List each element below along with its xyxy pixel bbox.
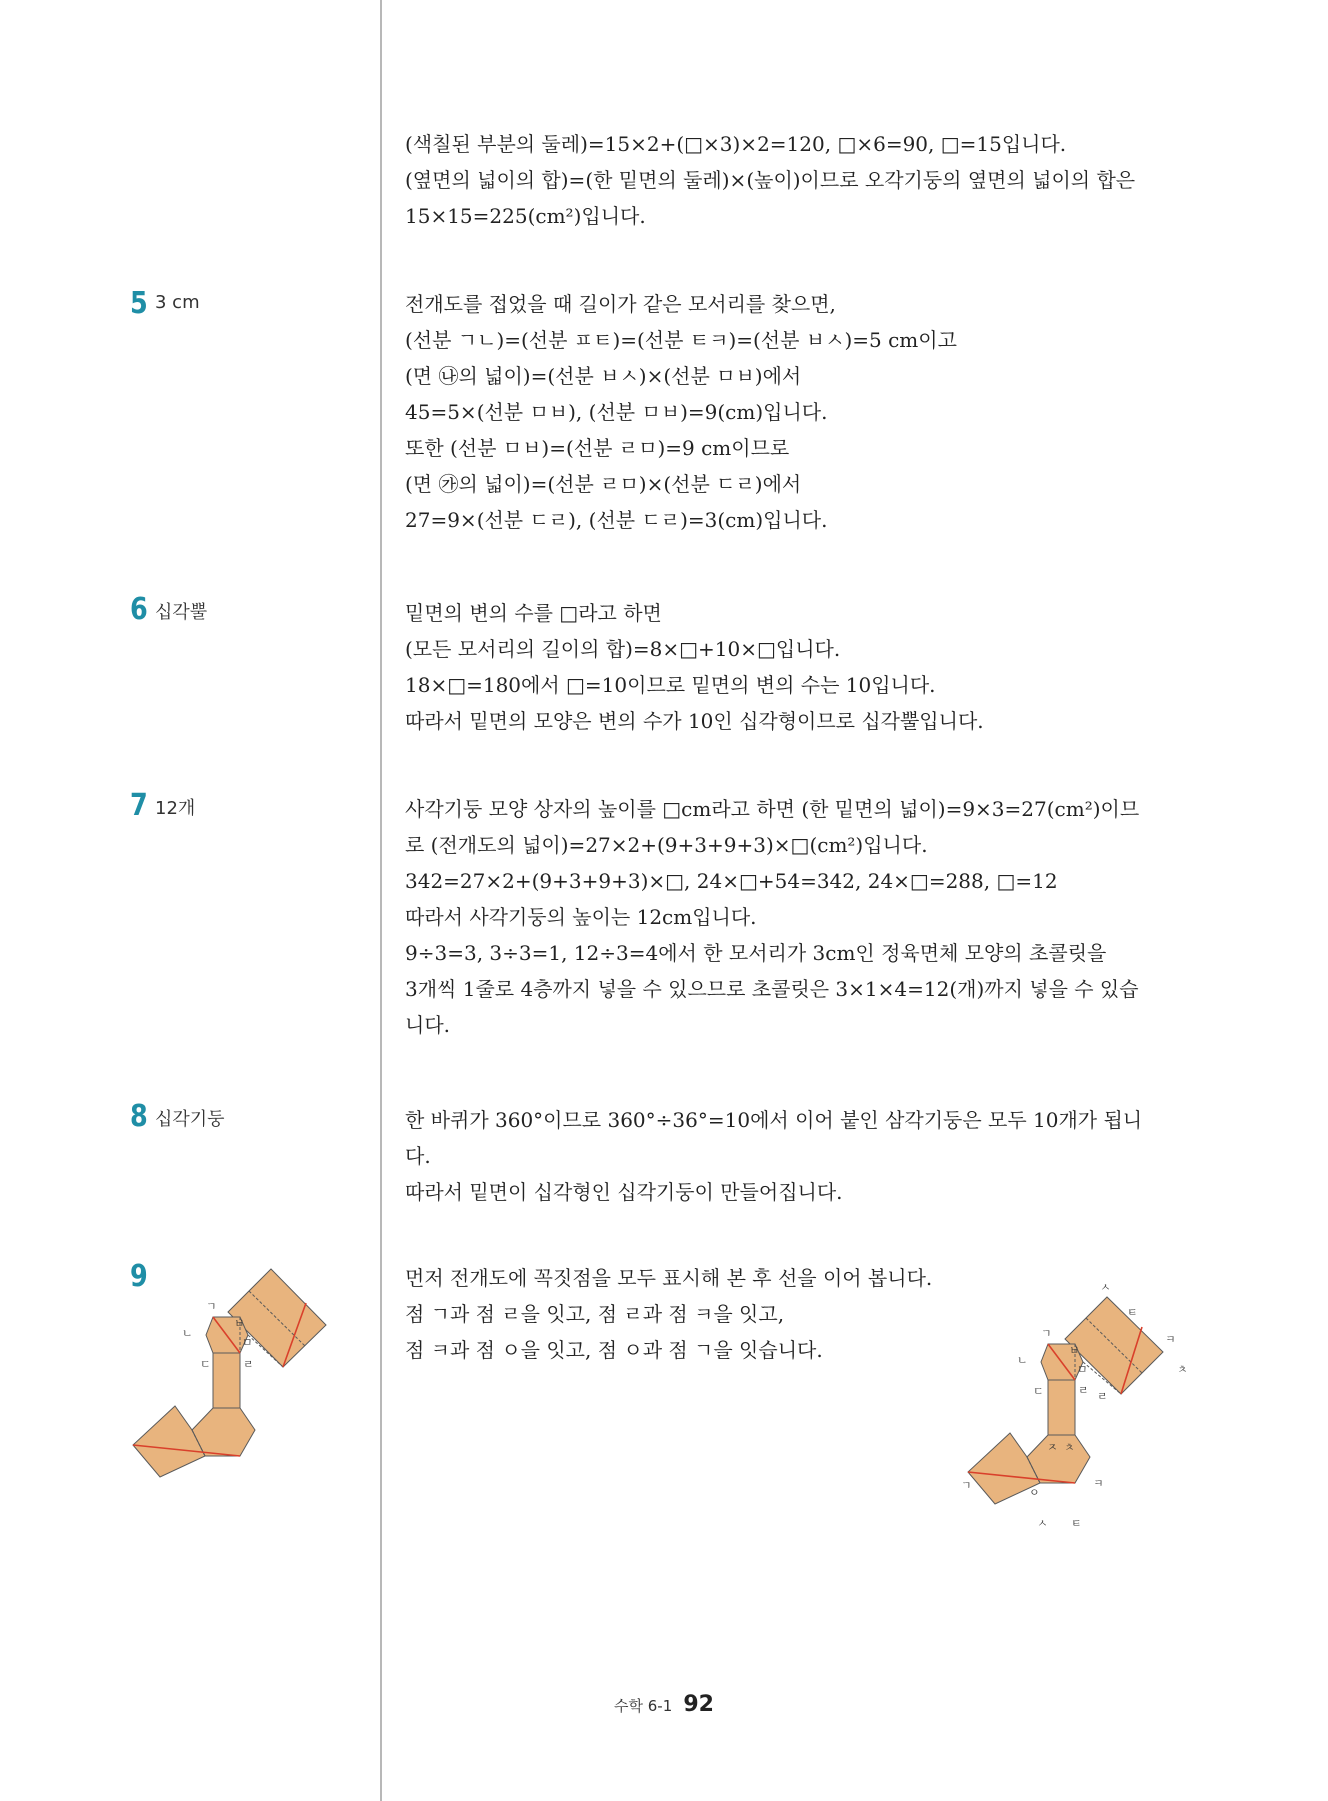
vertex-label: ㅌ [1071, 1517, 1082, 1530]
vertex-label: ㅅ [1100, 1281, 1111, 1294]
solution-line: 9÷3=3, 3÷3=1, 12÷3=4에서 한 모서리가 3cm인 정육면체 모양의 초콜릿을 [405, 941, 1107, 965]
problem-number: 8 [130, 1099, 148, 1134]
vertex-label: ㅁ [242, 1336, 253, 1349]
solution-line: 따라서 사각기둥의 높이는 12cm입니다. [405, 905, 757, 929]
vertex-label: ㅇ [1029, 1486, 1040, 1499]
intro-block [405, 126, 1195, 234]
vertex-label: ㅌ [1127, 1306, 1138, 1319]
vertex-label: ㅅ [1037, 1517, 1048, 1530]
vertex-label: ㄹ [243, 1358, 254, 1371]
prism-net-figure-right [945, 1255, 1205, 1545]
solution-line: 3개씩 1줄로 4층까지 넣을 수 있으므로 초콜릿은 3×1×4=12(개)까지 넣을 수 있습 [405, 977, 1139, 1001]
vertex-label: ㄷ [200, 1358, 211, 1371]
vertex-label: ㄴ [182, 1327, 193, 1340]
vertex-label: ㄹ [1078, 1384, 1089, 1397]
problem-answer: 십각뿔 [155, 602, 208, 623]
footer-subject: 수학 6-1 [614, 1697, 673, 1715]
solution-line: (면 ㉮의 넓이)=(선분 ㄹㅁ)×(선분 ㄷㄹ)에서 [405, 472, 802, 496]
solution-line: 다. [405, 1144, 431, 1168]
solution-line: 점 ㅋ과 점 ㅇ을 잇고, 점 ㅇ과 점 ㄱ을 잇습니다. [405, 1338, 823, 1362]
solution-line: 18×□=180에서 □=10이므로 밑면의 변의 수는 10입니다. [405, 673, 936, 697]
vertex-label: ㅂ [234, 1317, 245, 1330]
vertex-label: ㅈ [1047, 1441, 1058, 1454]
vertex-label: ㄴ [1017, 1354, 1028, 1367]
page-number: 92 [683, 1692, 714, 1717]
solution-block [405, 1102, 1195, 1210]
problem-answer: 3 cm [155, 292, 200, 313]
problem-answer: 12개 [155, 798, 196, 819]
intro-line: 15×15=225(cm²)입니다. [405, 204, 646, 228]
solution-block [405, 791, 1195, 1043]
solution-line: 342=27×2+(9+3+9+3)×□, 24×□+54=342, 24×□=288, □=12 [405, 869, 1058, 893]
column-divider [380, 0, 382, 1801]
solution-line: 또한 (선분 ㅁㅂ)=(선분 ㄹㅁ)=9 cm이므로 [405, 436, 790, 460]
solution-line: 니다. [405, 1013, 450, 1037]
intro-line: (색칠된 부분의 둘레)=15×2+(□×3)×2=120, □×6=90, □=15입니다. [405, 132, 1067, 156]
solution-line: 27=9×(선분 ㄷㄹ), (선분 ㄷㄹ)=3(cm)입니다. [405, 508, 828, 532]
page-footer [0, 1692, 1328, 1717]
solution-block [405, 286, 1195, 538]
solution-line: (면 ㉯의 넓이)=(선분 ㅂㅅ)×(선분 ㅁㅂ)에서 [405, 364, 802, 388]
vertex-label: ㅂ [1069, 1344, 1080, 1357]
solution-line: 로 (전개도의 넓이)=27×2+(9+3+9+3)×□(cm²)입니다. [405, 833, 928, 857]
solution-block [405, 595, 1195, 739]
vertex-label: ㄱ [961, 1479, 972, 1492]
vertex-label: ㄷ [1033, 1385, 1044, 1398]
vertex-label: ㄱ [206, 1300, 217, 1313]
solution-line: 따라서 밑면이 십각형인 십각기둥이 만들어집니다. [405, 1180, 843, 1204]
solution-line: 따라서 밑면의 모양은 변의 수가 10인 십각형이므로 십각뿔입니다. [405, 709, 984, 733]
problem-number: 9 [130, 1259, 148, 1294]
vertex-label: ㅊ [1064, 1441, 1075, 1454]
solution-line: (선분 ㄱㄴ)=(선분 ㅍㅌ)=(선분 ㅌㅋ)=(선분 ㅂㅅ)=5 cm이고 [405, 328, 957, 352]
solution-line: 먼저 전개도에 꼭짓점을 모두 표시해 본 후 선을 이어 봅니다. [405, 1266, 933, 1290]
solution-line: 밑면의 변의 수를 □라고 하면 [405, 601, 662, 625]
vertex-label: ㅊ [1177, 1363, 1188, 1376]
solution-line: (모든 모서리의 길이의 합)=8×□+10×□입니다. [405, 637, 841, 661]
vertex-label: ㅋ [1093, 1477, 1104, 1490]
solution-line: 45=5×(선분 ㅁㅂ), (선분 ㅁㅂ)=9(cm)입니다. [405, 400, 828, 424]
problem-answer: 십각기둥 [155, 1109, 225, 1130]
solution-line: 점 ㄱ과 점 ㄹ을 잇고, 점 ㄹ과 점 ㅋ을 잇고, [405, 1302, 785, 1326]
solution-line: 전개도를 접었을 때 길이가 같은 모서리를 찾으면, [405, 292, 836, 316]
problem-number: 5 [130, 286, 148, 321]
intro-line: (옆면의 넓이의 합)=(한 밑면의 둘레)×(높이)이므로 오각기둥의 옆면의 넓이의 합은 [405, 168, 1136, 192]
solution-line: 한 바퀴가 360°이므로 360°÷36°=10에서 이어 붙인 삼각기둥은 모두 10개가 됩니 [405, 1108, 1143, 1132]
vertex-label: ㅋ [1165, 1333, 1176, 1346]
vertex-label: ㄱ [1041, 1327, 1052, 1340]
problem-number: 6 [130, 592, 148, 627]
prism-net-figure-left [120, 1255, 340, 1495]
vertex-label: ㄹ [1097, 1390, 1108, 1403]
vertex-label: ㅁ [1077, 1363, 1088, 1376]
solution-line: 사각기둥 모양 상자의 높이를 □cm라고 하면 (한 밑면의 넓이)=9×3=27(cm²)이므 [405, 797, 1140, 821]
problem-number: 7 [130, 788, 148, 823]
